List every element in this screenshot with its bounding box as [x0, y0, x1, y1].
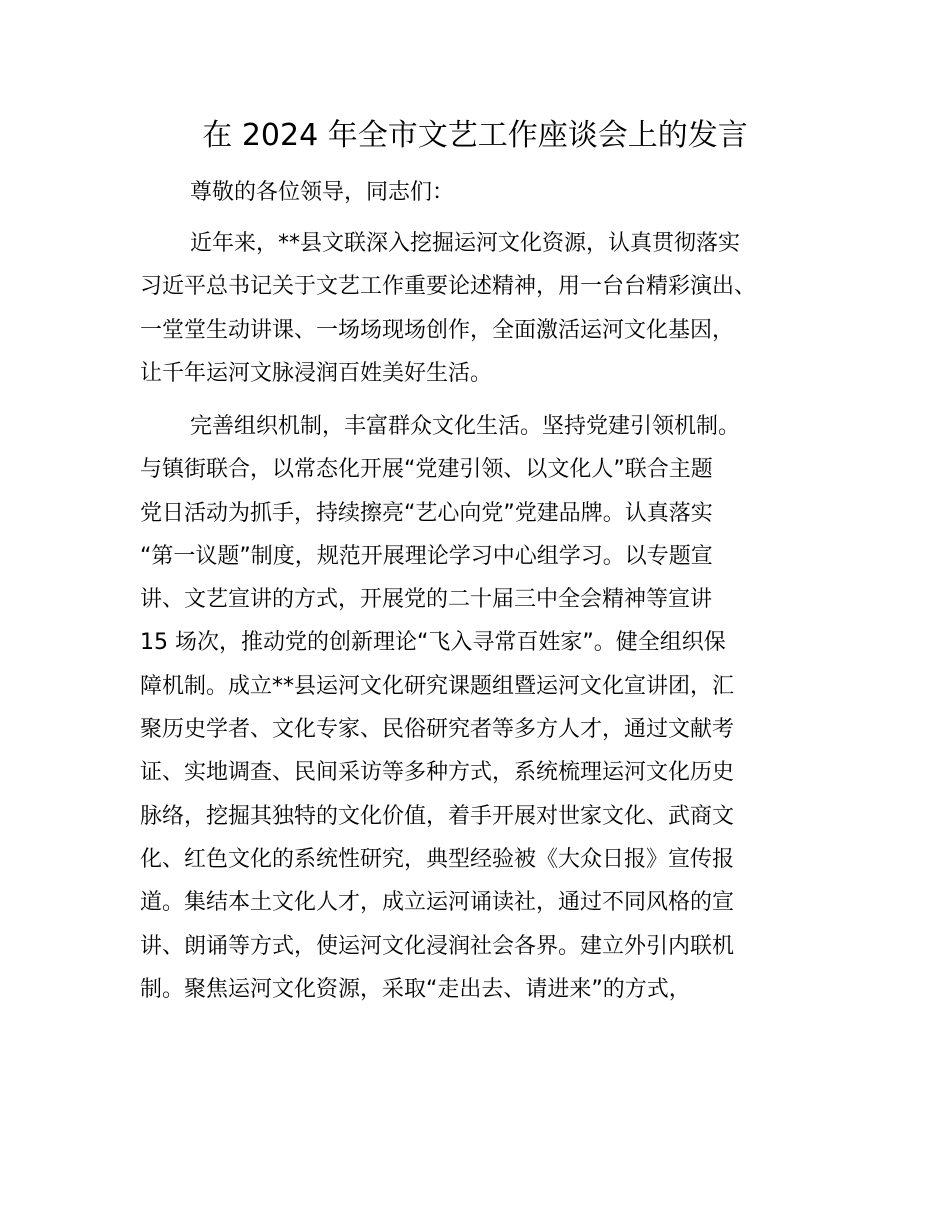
document-title: 在 2024 年全市文艺工作座谈会上的发言	[202, 118, 748, 153]
text-line: 一堂堂生动讲课、一场场现场创作，全面激活运河文化基因，	[140, 317, 735, 343]
text-line: 让千年运河文脉浸润百姓美好生活。	[140, 360, 493, 386]
text-line: 近年来，**县文联深入挖掘运河文化资源，认真贯彻落实	[190, 231, 741, 256]
text-line: 证、实地调查、民间采访等多种方式，系统梳理运河文化历史	[140, 760, 735, 786]
text-line: 制。聚焦运河文化资源，采取“走出去、请进来”的方式，	[140, 976, 691, 1002]
text-line: 讲、文艺宣讲的方式，开展党的二十届三中全会精神等宣讲	[140, 587, 713, 613]
text-line: 化、红色文化的系统性研究，典型经验被《大众日报》宣传报	[140, 846, 735, 872]
paragraph-1	[140, 222, 820, 395]
text-line: 讲、朗诵等方式，使运河文化浸润社会各界。建立外引内联机	[140, 933, 735, 959]
text-line: “第一议题”制度，规范开展理论学习中心组学习。以专题宣	[140, 543, 713, 569]
text-line: 脉络，挖掘其独特的文化价值，着手开展对世家文化、武商文	[140, 803, 735, 829]
text-line: 道。集结本土文化人才，成立运河诵读社，通过不同风格的宣	[140, 890, 735, 916]
text-line: 习近平总书记关于文艺工作重要论述精神，用一台台精彩演出、	[140, 274, 757, 300]
text-line: 党日活动为抓手，持续擦亮“艺心向党”党建品牌。认真落实	[140, 500, 713, 526]
text-line: 与镇街联合，以常态化开展“党建引领、以文化人”联合主题	[140, 457, 713, 483]
text-line: 15 场次，推动党的创新理论“飞入寻常百姓家”。健全组织保	[140, 630, 726, 656]
text-line: 障机制。成立**县运河文化研究课题组暨运河文化宣讲团，汇	[140, 673, 735, 699]
salutation: 尊敬的各位领导，同志们：	[190, 180, 455, 205]
paragraph-2	[140, 405, 820, 1011]
text-line: 完善组织机制，丰富群众文化生活。坚持党建引领机制。	[190, 414, 741, 439]
text-line: 聚历史学者、文化专家、民俗研究者等多方人才，通过文献考	[140, 717, 735, 743]
